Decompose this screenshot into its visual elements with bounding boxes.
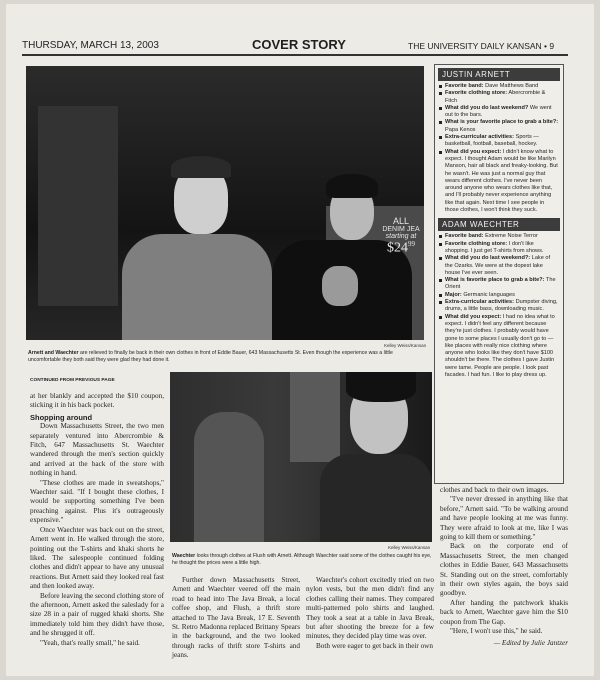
qa-item [435,255,563,277]
adam-header: ADAM WAECHTER [438,218,560,231]
qa-item [435,134,563,149]
col4-p2: Back on the corporate end of Massachusetts Street, the men changed clothes in Eddie Bauer, 643 Massachusetts St. Standing out on the street, comfortably in their own styles again, the boys said goodbye. [440,542,568,598]
paper-name: THE UNIVERSITY DAILY KANSAN • 9 [408,41,555,51]
storefront-photo [26,66,424,340]
qa-question: What is your favorite place to grab a bite?: [445,119,559,126]
qa-item [435,105,563,120]
photo2-caption-text: looks through clothes at Flush with Arnett. Although Waechter said some of the clothes caught his eye, he thought the prices were a little high. [172,553,432,566]
qa-item [435,83,563,90]
qa-question: Favorite clothing store: [445,90,508,97]
qa-question: Favorite band: [445,233,484,240]
section-title: COVER STORY [252,37,346,52]
qa-question: Favorite clothing store: [445,240,508,247]
col1-p2: Down Massachusetts Street, the two men separately ventured into Abercrombie & Fitch, 647 Massachusetts St. Waechter wandered through the men's section quickly and arrived at the back of the store with nothing in hand. [30,422,164,478]
qa-question: What did you expect: [445,313,502,320]
header-rule [22,54,568,56]
justin-header: JUSTIN ARNETT [438,68,560,81]
col1-p5: Before leaving the second clothing store of the afternoon, Arnett asked the saleslady for a size 28 in a pair of rugged khaki shorts. She immediately told him they didn't have those, and he shrugged it off. [30,591,164,638]
photo1-caption-lead: Arnett and Waechter [28,350,79,356]
qa-question: What did you do last weekend? [445,104,529,111]
issue-date: THURSDAY, MARCH 13, 2003 [22,40,159,51]
col1-p1: at her blankly and accepted the $10 coupon, sticking it in his back pocket. [30,392,164,410]
qa-answer: Papa Kenos [445,126,476,133]
sign-line-3: starting at [385,233,417,240]
skull-shirt-graphic [322,266,358,306]
editor-byline: — Edited by Julie Jantzer [493,638,568,647]
qa-answer: Extreme Noise Terror [483,233,538,240]
qa-item [435,241,563,256]
qa-answer: Dumpster diving, drums, a little bass, downloading music. [445,299,558,313]
qa-question: Extra-curricular activities: [445,134,515,141]
qa-item [435,299,563,314]
qa-answer: Sports — basketball, football, baseball, hockey. [445,134,539,148]
qa-item [435,233,563,240]
profile-sidebar [434,64,564,484]
article-column-1 [30,392,164,648]
photo2-credit: Kelley Weiss/Kansan [388,545,431,550]
photo1-caption [28,350,424,364]
qa-question: What did you do last weekend?: [445,255,531,262]
adam-qa-list [435,233,563,379]
qa-question: What is favorite place to grab a bite?: [445,277,545,284]
photo1-credit: Kelley Weiss/Kansan [384,343,427,348]
qa-answer: I don't like shopping. I just get T-shirts from shows. [445,240,544,254]
col3-p1: Waechter's cohort excitedly tried on two nylon vests, but the men didn't find any clothes calling their names. They compared multi-patterned polo shirts and laughed. They took a seat at a table in Java Break, but after shooting the breeze for a few minutes, they decided play time was over. [306,576,434,641]
col1-p6: "Yeah, that's really small," he said. [40,638,140,647]
photo2-caption [172,553,434,567]
photo1-caption-text: are relieved to finally be back in their own clothes in front of Eddie Bauer, 643 Massachusetts St. Even though the experience was a little uncomfortable they both said they were glad they had done it. [28,350,393,363]
qa-answer: Dave Matthews Band [483,83,539,89]
article-column-2 [172,576,300,661]
thrift-store-photo [170,372,432,542]
col2-p1: Further down Massachusetts Street, Arnett and Waechter veered off the main road to head into The Java Break, a local coffee shop, and Flush, a thrift store attached to The Java Break, 17 E. Seventh St. Retro Madonna replaced Brittany Spears in the background, and the two looked through racks of thrift store T-shirts and jeans. [172,576,300,660]
qa-item [435,292,563,299]
article-column-3 [306,576,434,651]
col4-p3: After handing the patchwork khakis back to Arnett, Waechter gave him the $10 coupon from The Gap. [440,598,568,626]
qa-item [435,90,563,105]
qa-question: Major: [445,291,462,298]
qa-answer: Abercrombie & Fitch [445,90,546,104]
col1-p4: Once Waechter was back out on the street, Arnett went in. He walked through the store, pointing out the T-shirts and khaki shorts he liked. The salespeople continued folding clothes and didn't appear to have any unusual reactions. But Arnett said they looked real fast and then looked away. [30,525,164,591]
continued-note: CONTINUED FROM PREVIOUS PAGE [30,378,115,383]
qa-item [435,149,563,215]
qa-item [435,119,563,134]
qa-answer: Germanic languages [461,291,515,298]
photo2-caption-lead: Waechter [172,553,196,559]
col1-p3: "These clothes are made in sweatshops," Waechter said. "If I bought these clothes, I would be supporting something I've been preaching against. Plus it's outrageously expensive." [30,478,164,525]
sign-line-2: DENIM JEA [382,226,420,233]
col4-p0: clothes and back to their own images. [440,486,549,494]
qa-question: What did you expect: [445,148,502,155]
qa-question: Extra-curricular activities: [445,299,515,306]
qa-item [435,277,563,292]
sign-line-1: ALL [392,216,409,226]
qa-answer: We went out to the bars. [445,104,552,119]
subhead-shopping-around: Shopping around [30,412,93,422]
qa-answer: I didn't know what to expect. I thought Adam would be like Marilyn Manson, hair all black and freaky-looking. But he wasn't. He was just a normal guy that wears different clothes. I've never been around anyone who wears clothes like that, and I'll probably never experience anything like that again. Next time I see people in those clothes, I won't think they suck. [445,148,558,214]
qa-question: Favorite band: [445,83,484,89]
denim-sign [378,216,424,257]
qa-answer: I had no idea what to expect. I didn't feel any different because they're just clothes. I probably would have gone to some places I usually don't go to — like places with really nice clothing where anyone who looks like they don't have $100 shouldn't be there. The clothes I gave Justin were tame. People are people. I look past facades. I had fun. I like to play dress up. [445,313,555,378]
qa-answer: The Orient [445,277,556,291]
col4-p1: "I've never dressed in anything like that before," Arnett said. "To be walking around and have people looking at me was funny. They were afraid to look at me, like I was going to kill them or something." [440,495,568,542]
article-column-4 [440,486,568,648]
justin-qa-list [435,83,563,214]
sign-cents: 99 [408,240,415,248]
qa-item [435,314,563,380]
qa-answer: Lake of the Ozarks. We were at the dopest lake house I've ever seen. [445,255,551,276]
col3-p2: Both were eager to get back in their own [316,641,433,650]
col4-p4: "Here, I won't use this," he said. [450,627,543,636]
sign-price: $24 [387,240,408,256]
